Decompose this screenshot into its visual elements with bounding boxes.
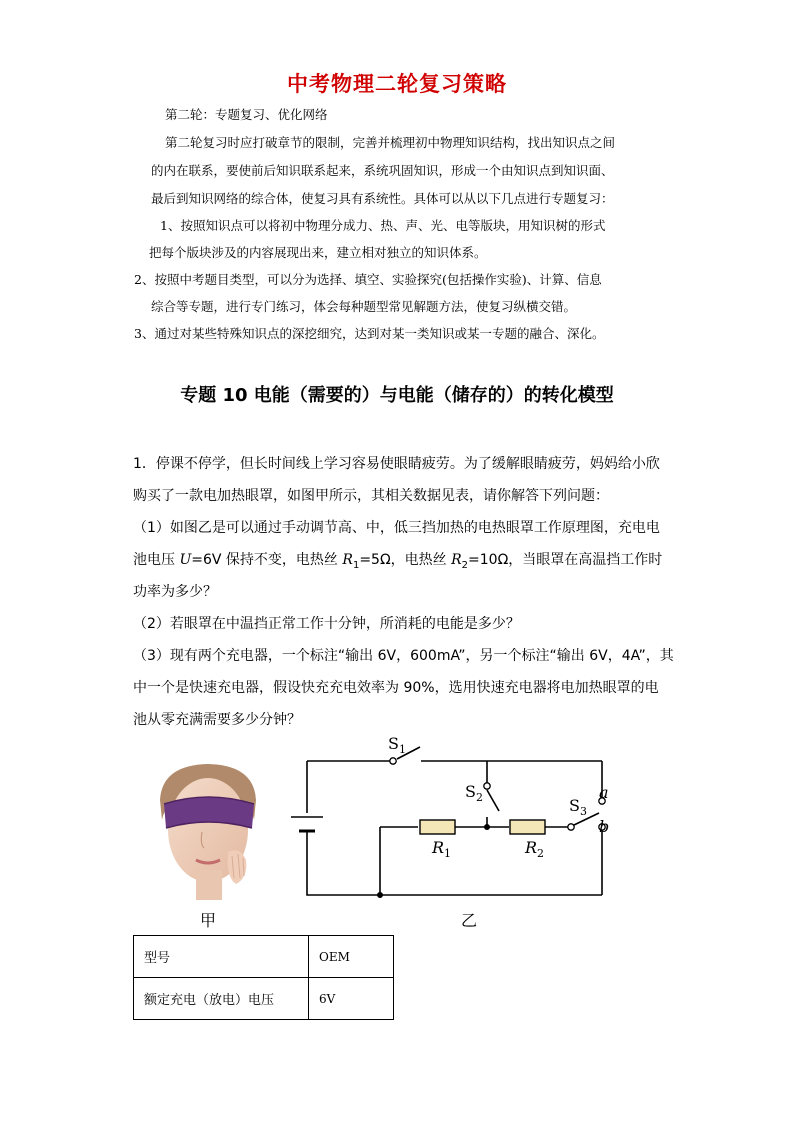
strategy-subtitle: 第二轮：专题复习、优化网络 [165,107,328,122]
text-fragment: =5Ω，电热丝 [359,552,452,568]
photo-caption: 甲 [200,911,217,930]
circuit-diagram [285,735,620,900]
question-part3-line: （3）现有两个充电器，一个标注“输出 6V，600mA”，另一个标注“输出 6V，4A”，其 [133,648,674,664]
strategy-point: 2、按照中考题目类型，可以分为选择、填空、实验探究(包括操作实验)、计算、信息 [134,272,602,287]
contact-s1 [390,758,396,764]
question-stem-line: 购买了一款电加热眼罩，如图甲所示，其相关数据见表，请你解答下列问题： [133,488,609,504]
label-a: a [599,783,609,802]
var-r2: R [451,552,462,568]
text-fragment: =10Ω，当眼罩在高温挡工作时 [468,552,663,568]
question-stem-line: 1．停课不停学，但长时间线上学习容易使眼睛疲劳。为了缓解眼睛疲劳，妈妈给小欣 [133,456,660,472]
table-cell-label: 型号 [134,936,309,978]
question-part1-line: （1）如图乙是可以通过手动调节高、中，低三挡加热的电热眼罩工作原理图，充电电 [133,520,660,536]
strategy-intro-line: 最后到知识网络的综合体，使复习具有系统性。具体可以从以下几点进行专题复习： [151,191,614,206]
label-s2: $S_2$ [465,782,483,804]
junction-dot [377,892,383,898]
var-r1: R [342,552,353,568]
label-r2: $R_2$ [525,838,545,860]
junction-dot [484,824,490,830]
switch-s2 [487,790,499,811]
label-s1: $S_1$ [388,735,406,756]
question-part2: （2）若眼罩在中温挡正常工作十分钟，所消耗的电能是多少？ [133,616,520,632]
spec-table [133,935,394,1020]
strategy-point: 1、按照知识点可以将初中物理分成力、热、声、光、电等版块，用知识树的形式 [160,218,606,233]
var-u: U [179,552,192,568]
label-r1: $R_1$ [432,838,452,860]
wire [307,831,602,895]
text-fragment: =6V 保持不变，电热丝 [191,552,343,568]
label-b: b [599,817,610,836]
topic-title: 专题 10 电能（需要的）与电能（储存的）的转化模型 [180,385,614,406]
contact-s2 [484,783,490,789]
strategy-point: 综合等专题，进行专门练习，体会每种题型常见解题方法，使复习纵横交错。 [151,299,577,314]
resistor-r2 [510,820,545,834]
page-title: 中考物理二轮复习策略 [287,71,507,96]
question-part3-line: 中一个是快速充电器，假设快充充电效率为 90%，选用快速充电器将电加热眼罩的电 [133,680,659,696]
table-cell-label: 额定充电（放电）电压 [134,978,309,1020]
text-fragment: 池电压 [133,552,180,568]
strategy-point: 3、通过对某些特殊知识点的深挖细究，达到对某一类知识或某一专题的融合、深化。 [134,326,605,341]
question-part1-line: 功率为多少？ [133,584,217,600]
circuit-caption: 乙 [461,911,478,930]
table-row [134,978,394,1020]
strategy-intro-line: 第二轮复习时应打破章节的限制，完善并梳理初中物理知识结构，找出知识点之间 [165,135,616,150]
resistor-r1 [420,820,455,834]
table-cell-value: OEM [309,936,394,978]
strategy-intro-line: 的内在联系，要使前后知识联系起来，系统巩固知识，形成一个由知识点到知识面、 [151,163,614,178]
var-r1-sub: 1 [352,559,360,571]
contact-s3 [568,824,574,830]
table-cell-value: 6V [309,978,394,1020]
var-r2-sub: 2 [461,559,469,571]
label-s3: $S_3$ [569,796,587,818]
table-row [134,936,394,978]
question-part3-line: 池从零充满需要多少分钟？ [133,712,301,728]
strategy-point: 把每个版块涉及的内容展现出来，建立相对独立的知识体系。 [149,245,487,260]
eye-mask-photo [150,760,265,900]
